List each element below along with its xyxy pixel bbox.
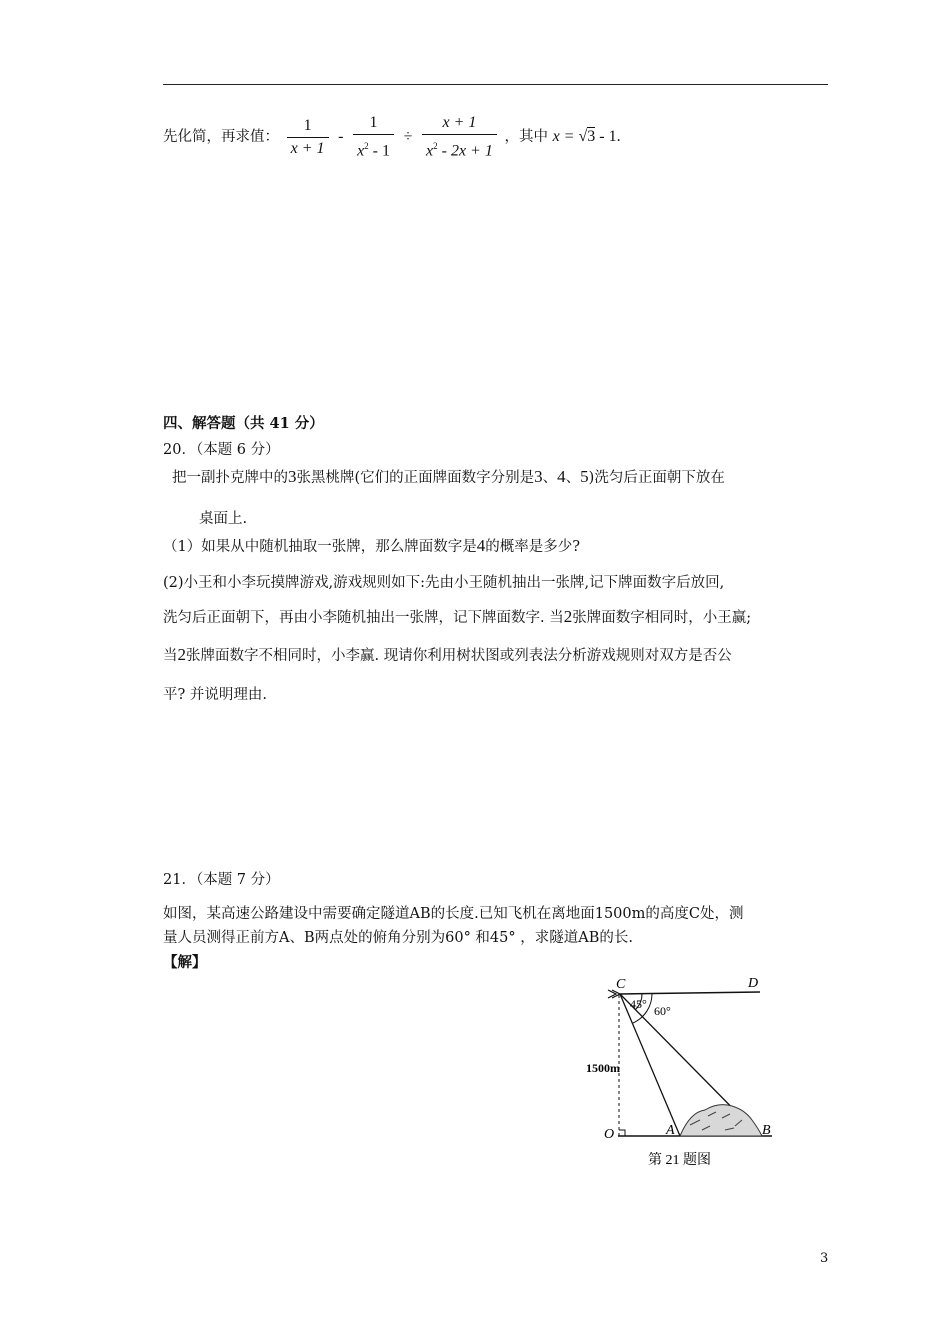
q20-part2-line3: 当2张牌面数字不相同时，小李赢. 现请你利用树状图或列表法分析游戏规则对双方是否公 bbox=[163, 645, 732, 664]
label-c: C bbox=[616, 977, 626, 992]
tunnel-figure bbox=[586, 970, 790, 1170]
label-angle-45: 45° bbox=[630, 997, 647, 1011]
section-heading: 四、解答题（共 41 分） bbox=[163, 415, 324, 432]
q20-part2-line1: (2)小王和小李玩摸牌游戏,游戏规则如下:先由小王随机抽出一张牌,记下牌面数字后放回, bbox=[163, 575, 725, 591]
tail-minus-one: - 1. bbox=[595, 128, 621, 146]
fraction-2: $\frac{1}{x^2 - 1}$ bbox=[353, 112, 394, 162]
divide-sign: ÷ bbox=[403, 128, 413, 146]
q20-part1: （1）如果从中随机抽取一张牌，那么牌面数字是4的概率是多少? bbox=[163, 536, 581, 555]
where-text: ，其中 bbox=[504, 129, 548, 146]
fraction-3: $\frac{x + 1}{x^2 - 2x + 1}$ bbox=[422, 112, 497, 162]
right-angle-mark bbox=[619, 1130, 625, 1136]
label-b: B bbox=[762, 1123, 771, 1138]
sqrt-value: 3 bbox=[587, 128, 596, 146]
line-cd bbox=[620, 992, 760, 994]
q20-part2-line4: 平? 并说明理由. bbox=[163, 687, 267, 703]
q21-answer-label: 【解】 bbox=[163, 954, 207, 971]
simplify-prefix: 先化简，再求值： bbox=[163, 129, 279, 146]
label-o: O bbox=[604, 1127, 615, 1142]
q21-line2: 量人员测得正前方A、B两点处的俯角分别为60° 和45° ，求隧道AB的长. bbox=[163, 930, 633, 946]
mountain-shape bbox=[680, 1105, 762, 1136]
figure-caption: 第 21 题图 bbox=[648, 1153, 711, 1168]
minus-sign: - bbox=[338, 128, 344, 146]
fraction-1: $\frac{1}{x + 1}$ bbox=[287, 115, 329, 160]
label-a: A bbox=[666, 1123, 675, 1138]
q20-part2-line2: 洗匀后正面朝下，再由小李随机抽出一张牌，记下牌面数字. 当2张牌面数字相同时，小王赢; bbox=[163, 607, 752, 626]
line-ca bbox=[620, 994, 680, 1136]
q20-line2: 桌面上. bbox=[199, 511, 248, 527]
label-height: 1500m bbox=[586, 1061, 620, 1075]
top-rule bbox=[163, 84, 828, 85]
page-number: 3 bbox=[820, 1251, 829, 1266]
sqrt-sign: √ bbox=[578, 128, 588, 146]
q21-header: 21．（本题 7 分） bbox=[163, 872, 280, 888]
q21-line1: 如图，某高速公路建设中需要确定隧道AB的长度.已知飞机在离地面1500m的高度C处，测 bbox=[163, 906, 744, 922]
q20-line1: 把一副扑克牌中的3张黑桃牌(它们的正面牌面数字分别是3、4、5)洗匀后正面朝下放在 bbox=[172, 467, 725, 486]
x-equals: x = bbox=[552, 128, 579, 146]
label-d: D bbox=[748, 976, 759, 991]
simplify-problem bbox=[163, 112, 621, 162]
q20-header: 20．（本题 6 分） bbox=[163, 442, 280, 458]
label-angle-60: 60° bbox=[654, 1004, 671, 1018]
